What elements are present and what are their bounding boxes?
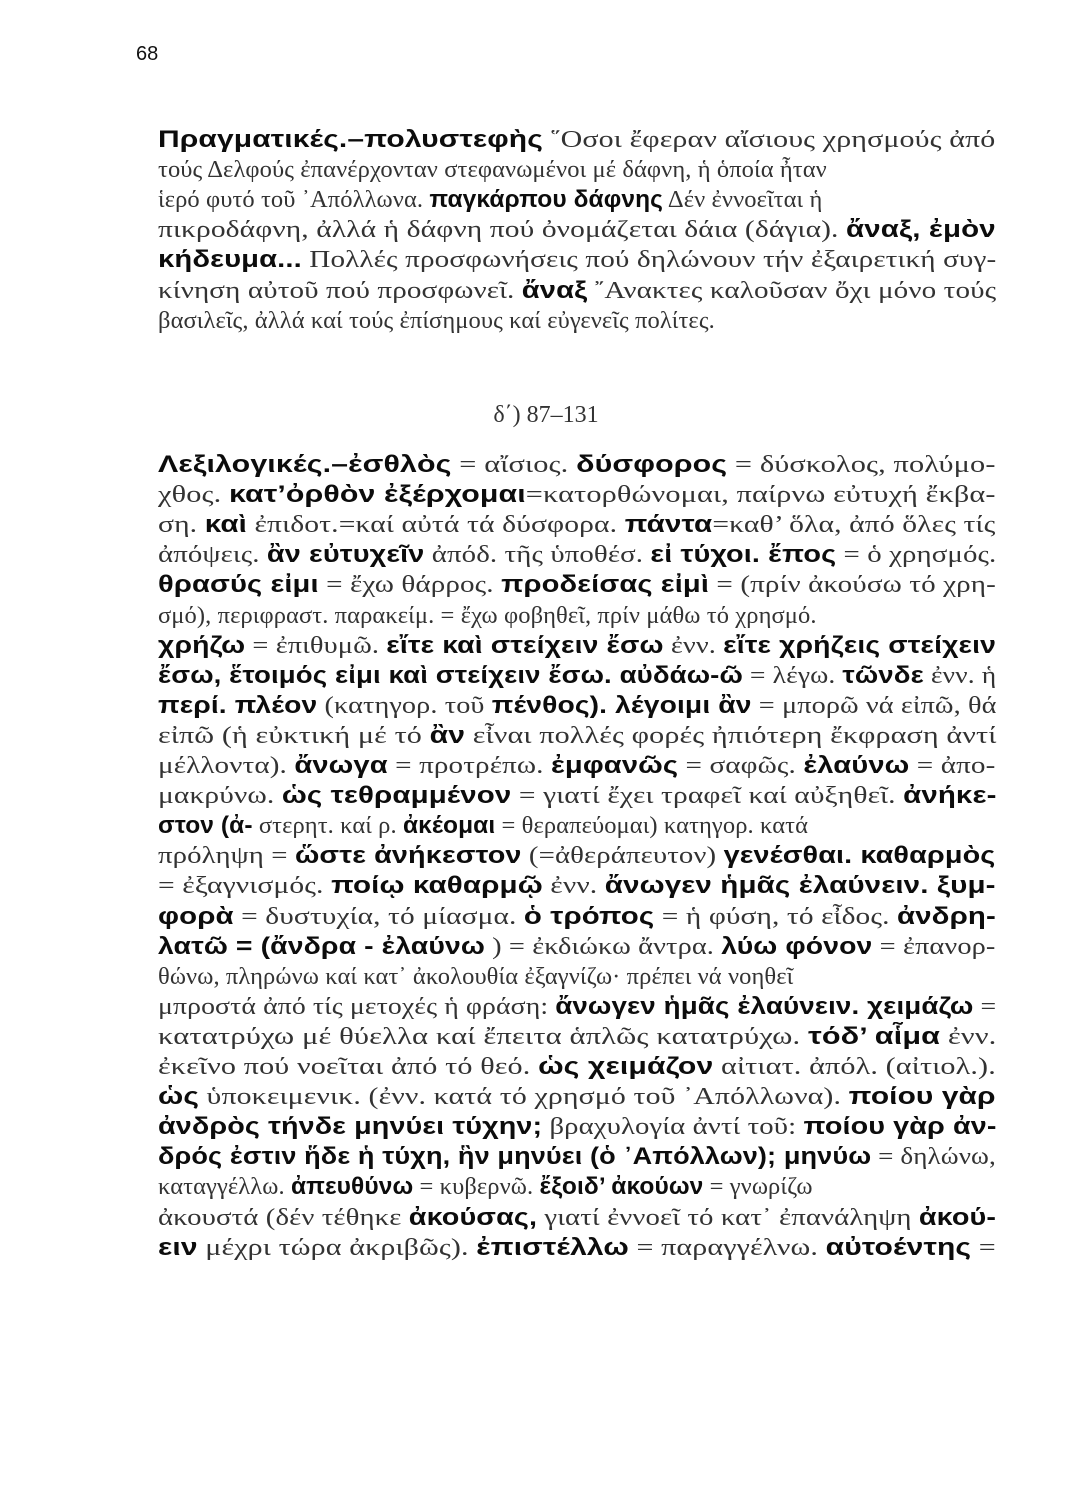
text-run: ση. bbox=[158, 511, 205, 539]
text-run: = δυστυχία, τό μίασμα. bbox=[233, 902, 524, 930]
bold-term: τῶνδε bbox=[842, 661, 924, 689]
text-line bbox=[158, 1112, 997, 1142]
text-run: = σαφῶς. bbox=[678, 752, 804, 779]
text-line bbox=[158, 570, 996, 600]
bold-term: ἄνωγεν ἡμᾶς ἐλαύνειν. χειμάζω bbox=[555, 992, 974, 1020]
text-run: (κατηγορ. τοῦ bbox=[317, 691, 492, 719]
bold-term: ἔσω, ἕτοιμός εἰμι καὶ στείχειν ἔσω. αὐδάω-ῶ bbox=[158, 661, 743, 689]
bold-term: ἀκέομαι bbox=[402, 812, 496, 840]
bold-term: ἄναξ, ἐμὸν bbox=[846, 216, 996, 244]
text-run: πρόληψη = bbox=[158, 842, 295, 870]
text-line bbox=[158, 1022, 996, 1052]
text-line bbox=[158, 962, 793, 992]
text-run: εἰπῶ (ἡ εὐκτική μέ τό bbox=[158, 721, 430, 749]
text-run: = προτρέπω. bbox=[387, 752, 551, 779]
bold-term: αὐτοέντης bbox=[825, 1233, 972, 1261]
text-line bbox=[158, 510, 995, 540]
bold-term: ειν bbox=[158, 1233, 198, 1261]
bold-term: χρήζω bbox=[158, 631, 246, 659]
text-run: = αἴσιος. bbox=[451, 451, 577, 478]
bold-term: ἄνωγα bbox=[294, 752, 388, 779]
text-line bbox=[158, 992, 996, 1022]
bold-term: πάντα bbox=[624, 511, 713, 539]
bold-term: ἔξοιδ’ ἀκούων bbox=[539, 1173, 704, 1201]
text-run: = ἔχω θάρρος. bbox=[318, 571, 502, 599]
text-run: = κυβερνῶ. bbox=[413, 1173, 540, 1201]
text-run: ἐνν. ἡ bbox=[923, 661, 997, 689]
text-run: ὑποκειμενικ. (ἐνν. κατά τό χρησμό τοῦ ᾿Απόλλωνα). bbox=[198, 1083, 849, 1111]
text-run: = γνωρίζω bbox=[703, 1173, 813, 1201]
text-run: ) = ἐκδιώκω ἄντρα. bbox=[484, 932, 722, 960]
text-run: ῎Ανακτες καλοῦσαν ὄχι μόνο τούς bbox=[587, 276, 997, 304]
text-run: = bbox=[973, 992, 997, 1020]
text-run: Πολλές προσφωνήσεις πού δηλώνουν τήν ἐξαιρετική συγ- bbox=[301, 246, 997, 274]
text-run: ἐνν. bbox=[940, 1022, 997, 1050]
bold-term: εἰ τύχοι. ἔπος bbox=[650, 541, 837, 569]
text-line bbox=[158, 276, 996, 306]
text-line bbox=[158, 751, 995, 781]
bold-term: ὡς τεθραμμένον bbox=[281, 782, 512, 810]
text-run: στερητ. καί ρ. bbox=[252, 812, 403, 840]
bold-term: παγκάρπου δάφνης bbox=[429, 186, 663, 214]
text-line bbox=[158, 841, 995, 871]
text-run: χθος. bbox=[158, 481, 229, 509]
bold-term: Πραγματικές.–πολυστεφὴς bbox=[158, 126, 543, 153]
text-line bbox=[158, 631, 996, 661]
bold-term: ἀκούσας, bbox=[408, 1203, 538, 1231]
bold-term: ὥστε ἀνήκεστον bbox=[294, 842, 522, 870]
text-line bbox=[158, 902, 996, 932]
text-run: = ἐπιθυμῶ. bbox=[245, 631, 387, 659]
text-run: (=ἀθεράπευτον) bbox=[521, 842, 724, 870]
text-run: κατατρύχω μέ θύελλα καί ἔπειτα ἁπλῶς κατατρύχω. bbox=[158, 1022, 809, 1050]
bold-term: εἴτε καὶ στείχειν ἔσω bbox=[386, 631, 664, 659]
bold-term: κατ’ὀρθὸν ἐξέρχομαι bbox=[228, 481, 526, 509]
text-line bbox=[158, 450, 996, 480]
bold-term: ἐπιστέλλω bbox=[476, 1233, 629, 1261]
text-line bbox=[158, 125, 995, 155]
text-line bbox=[158, 691, 997, 721]
text-run: = θεραπεύομαι) κατηγορ. κατά bbox=[495, 812, 809, 840]
bold-term: περί. πλέον bbox=[158, 691, 318, 719]
text-run: ἀπόδ. τῆς ὑποθέσ. bbox=[424, 541, 651, 569]
bold-term: ἀνδρὸς τήνδε μηνύει τύχην; bbox=[158, 1113, 543, 1141]
text-run: μπροστά ἀπό τίς μετοχές ἡ φράση: bbox=[158, 992, 556, 1020]
text-run: = δύσκολος, πολύμο- bbox=[727, 451, 996, 478]
bold-term: γενέσθαι. καθαρμὸς bbox=[723, 842, 996, 870]
text-run: κίνηση αὐτοῦ πού προσφωνεῖ. bbox=[158, 276, 522, 304]
text-line bbox=[158, 1052, 996, 1082]
text-run: = ὁ χρησμός. bbox=[836, 541, 997, 569]
text-line bbox=[158, 811, 808, 841]
page-number: 68 bbox=[136, 43, 159, 65]
text-line bbox=[158, 932, 995, 962]
bold-term: ἂν bbox=[429, 721, 466, 749]
text-run: ἐνν. bbox=[542, 872, 605, 900]
bold-term: πένθος). λέγοιμι ἂν bbox=[491, 691, 752, 719]
text-run: = ἡ φύση, τό εἶδος. bbox=[654, 902, 898, 930]
bold-term: λατῶ = (ἄνδρα - ἐλαύνω bbox=[158, 932, 485, 960]
text-run: μακρύνω. bbox=[158, 782, 282, 810]
text-run: πικροδάφνη, ἀλλά ἡ δάφνη πού ὀνομάζεται δάια (δάγια). bbox=[158, 216, 847, 244]
bold-term: θρασύς εἰμι bbox=[158, 571, 319, 599]
text-run: εἶναι πολλές φορές ἠπιότερη ἔκφραση ἀντί bbox=[465, 721, 997, 749]
text-run: ἐνν. bbox=[663, 631, 724, 659]
bold-term: λύω φόνον bbox=[721, 932, 873, 960]
bold-term: ἂν εὐτυχεῖν bbox=[266, 541, 425, 569]
text-line bbox=[158, 155, 827, 185]
text-run: γιατί ἐννοεῖ τό κατ᾿ ἐπανάληψη bbox=[537, 1203, 919, 1231]
text-run: ἀκουστά (δέν τέθηκε bbox=[158, 1203, 409, 1231]
bold-term: ἀνήκε- bbox=[903, 782, 997, 810]
bold-term: στον (ἀ- bbox=[158, 812, 253, 840]
text-run: = ἀπο- bbox=[909, 752, 996, 779]
text-run: ἐπιδοτ.=καί αὐτά τά δύσφορα. bbox=[246, 511, 625, 539]
text-run: = ἐξαγνισμός. bbox=[158, 872, 332, 900]
bold-term: ἄνωγεν ἡμᾶς ἐλαύνειν. ξυμ- bbox=[604, 872, 996, 900]
bold-term: φορὰ bbox=[158, 902, 234, 930]
text-run: = ἐπανορ- bbox=[872, 932, 996, 960]
text-run: μέχρι τώρα ἀκριβῶς). bbox=[197, 1233, 477, 1261]
bold-term: ἐμφανῶς bbox=[550, 752, 679, 779]
bold-term: ἀνδρη- bbox=[897, 902, 996, 930]
bold-term: ποίου γὰρ ἀν- bbox=[803, 1113, 997, 1141]
bold-term: τόδ’ αἷμα bbox=[808, 1022, 941, 1050]
text-run: Δέν ἐννοεῖται ἡ bbox=[662, 186, 823, 214]
text-run: καταγγέλλω. bbox=[158, 1173, 291, 1201]
text-run: = δηλώνω, bbox=[871, 1143, 996, 1171]
bold-term: δρός ἐστιν ἥδε ἡ τύχη, ἣν μηνύει (ὁ ᾿Απόλλων); μηνύω bbox=[158, 1143, 872, 1171]
text-line bbox=[158, 1233, 996, 1263]
text-line bbox=[158, 871, 996, 901]
text-run: = λέγω. bbox=[742, 661, 843, 689]
text-line bbox=[158, 215, 996, 245]
text-line bbox=[158, 306, 715, 336]
text-line bbox=[158, 601, 817, 631]
bold-term: ἀκού- bbox=[918, 1203, 997, 1231]
text-run: = γιατί ἔχει τραφεῖ καί αὐξηθεῖ. bbox=[511, 782, 904, 810]
text-run: =κατορθώνομαι, παίρνω εὐτυχή ἔκβα- bbox=[525, 481, 996, 509]
text-run: = bbox=[971, 1233, 996, 1261]
text-run: αἰτιατ. ἀπόλ. (αἰτιολ.). bbox=[713, 1053, 996, 1080]
text-line bbox=[158, 1172, 813, 1202]
text-line bbox=[158, 1082, 996, 1112]
text-run: τούς Δελφούς ἐπανέρχονταν στεφανωμένοι μέ δάφνη, ἡ ὁποία ἦταν bbox=[158, 156, 827, 184]
bold-term: ὡς bbox=[158, 1083, 199, 1111]
text-line bbox=[158, 245, 996, 275]
text-line bbox=[158, 480, 996, 510]
text-run: = μπορῶ νά εἰπῶ, θά bbox=[751, 691, 997, 719]
section-heading: δ΄) 87–131 bbox=[493, 402, 599, 428]
bold-term: ὁ τρόπος bbox=[523, 902, 655, 930]
text-run: θώνω, πληρώνω καί κατ᾿ ἀκολουθία ἐξαγνίζω· πρέπει νά νοηθεῖ bbox=[158, 962, 794, 990]
bold-term: δύσφορος bbox=[576, 451, 728, 478]
text-run: βραχυλογία ἀντί τοῦ: bbox=[542, 1113, 804, 1141]
bold-term: ἄναξ bbox=[521, 276, 588, 304]
text-line bbox=[158, 781, 997, 811]
text-run: = (πρίν ἀκούσω τό χρη- bbox=[709, 571, 996, 599]
text-run: ῞Οσοι ἔφεραν αἴσιους χρησμούς ἀπό bbox=[542, 126, 996, 153]
text-run: ἱερό φυτό τοῦ ᾿Απόλλωνα. bbox=[158, 186, 430, 214]
bold-term: ἐλαύνω bbox=[803, 752, 910, 779]
bold-term: καὶ bbox=[204, 511, 247, 539]
bold-term: Λεξιλογικές.–ἐσθλὸς bbox=[158, 451, 452, 478]
text-line bbox=[158, 1203, 996, 1233]
text-run: ἐκεῖνο πού νοεῖται ἀπό τό θεό. bbox=[158, 1053, 539, 1080]
text-line bbox=[158, 721, 996, 751]
text-run: βασιλεῖς, ἀλλά καί τούς ἐπίσημους καί εὐγενεῖς πολίτες. bbox=[158, 306, 715, 334]
text-line bbox=[158, 1142, 996, 1172]
text-run: ἀπόψεις. bbox=[158, 541, 267, 569]
bold-term: ὡς χειμάζον bbox=[538, 1053, 714, 1080]
bold-term: κήδευμα... bbox=[158, 246, 302, 274]
text-line bbox=[158, 540, 996, 570]
text-line bbox=[158, 661, 996, 691]
text-run: =καθ’ ὅλα, ἀπό ὅλες τίς bbox=[712, 511, 996, 539]
text-run: σμό), περιφραστ. παρακείμ. = ἔχω φοβηθεῖ, πρίν μάθω τό χρησμό. bbox=[158, 601, 817, 629]
bold-term: ἀπευθύνω bbox=[290, 1173, 414, 1201]
bold-term: ποίῳ καθαρμῷ bbox=[331, 872, 543, 900]
bold-term: εἴτε χρήζεις στείχειν bbox=[723, 631, 996, 659]
text-line bbox=[158, 185, 822, 215]
text-run: μέλλοντα). bbox=[158, 752, 295, 779]
text-run: = παραγγέλνω. bbox=[628, 1233, 826, 1261]
bold-term: προδείσας εἰμὶ bbox=[501, 571, 710, 599]
bold-term: ποίου γὰρ bbox=[848, 1083, 996, 1111]
